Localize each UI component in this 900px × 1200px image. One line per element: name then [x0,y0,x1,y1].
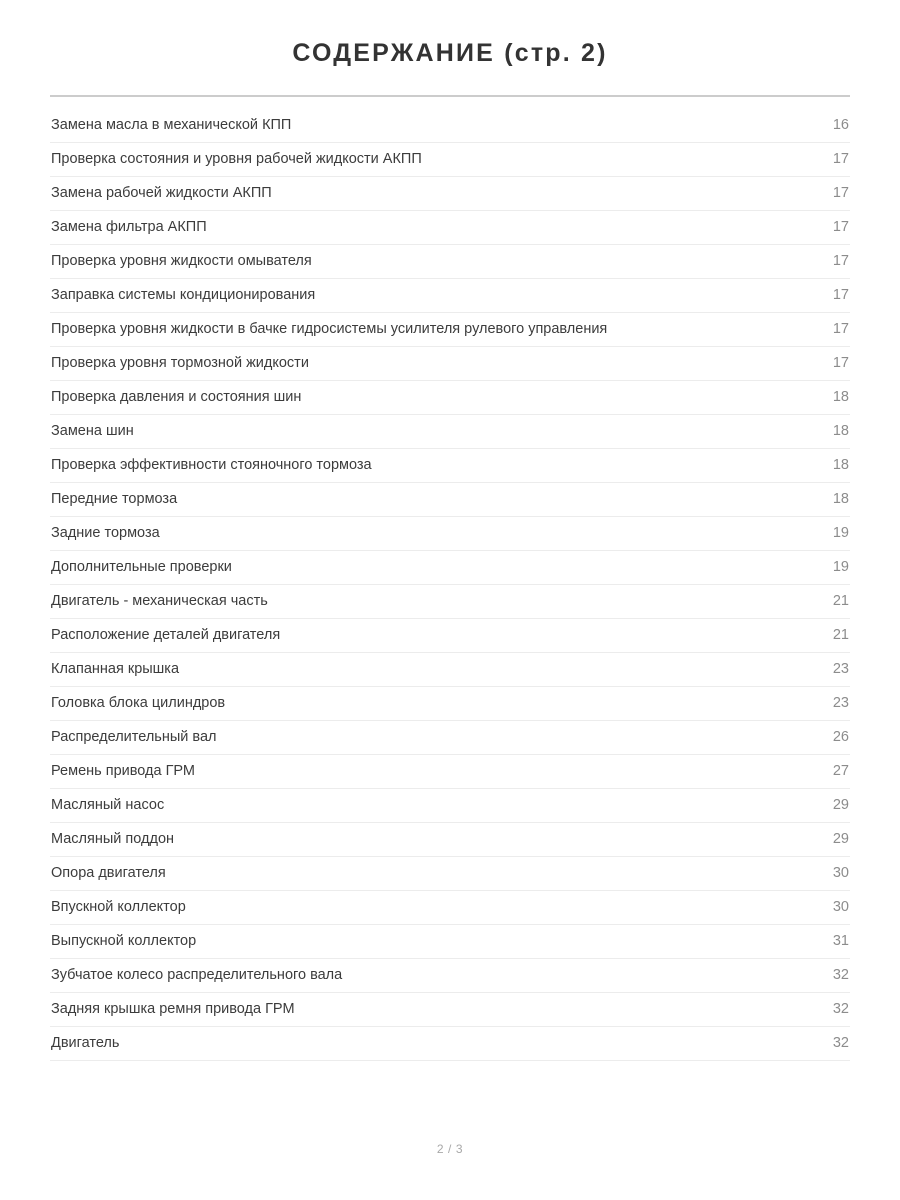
toc-entry-row[interactable] [50,108,850,142]
toc-entry-page-number: 17 [779,278,850,312]
toc-entry-title[interactable]: Опора двигателя [50,856,779,890]
toc-entry-page-number: 27 [779,754,850,788]
toc-entry-row[interactable] [50,346,850,380]
toc-entry-page-number: 18 [779,380,850,414]
toc-entry-title[interactable]: Выпускной коллектор [50,924,779,958]
toc-entry-page-number: 19 [779,550,850,584]
toc-entry-row[interactable] [50,686,850,720]
toc-body [50,108,850,1060]
toc-entry-title[interactable]: Головка блока цилиндров [50,686,779,720]
toc-entry-page-number: 18 [779,448,850,482]
toc-entry-title[interactable]: Замена рабочей жидкости АКПП [50,176,779,210]
toc-entry-title[interactable]: Проверка уровня тормозной жидкости [50,346,779,380]
toc-entry-row[interactable] [50,380,850,414]
page-number-footer: 2 / 3 [436,1142,464,1156]
toc-entry-page-number: 30 [779,890,850,924]
toc-entry-page-number: 32 [779,1026,850,1060]
toc-entry-row[interactable] [50,312,850,346]
toc-entry-title[interactable]: Клапанная крышка [50,652,779,686]
toc-entry-page-number: 17 [779,142,850,176]
toc-entry-title[interactable]: Проверка давления и состояния шин [50,380,779,414]
toc-entry-page-number: 17 [779,244,850,278]
toc-entry-title[interactable]: Распределительный вал [50,720,779,754]
toc-entry-row[interactable] [50,516,850,550]
toc-entry-page-number: 17 [779,210,850,244]
toc-entry-page-number: 23 [779,686,850,720]
toc-entry-row[interactable] [50,992,850,1026]
toc-entry-title[interactable]: Двигатель - механическая часть [50,584,779,618]
toc-entry-page-number: 17 [779,346,850,380]
table-of-contents [50,108,850,1061]
toc-entry-title[interactable]: Двигатель [50,1026,779,1060]
toc-entry-row[interactable] [50,244,850,278]
toc-entry-title[interactable]: Проверка уровня жидкости в бачке гидросистемы усилителя рулевого управления [50,312,779,346]
toc-entry-page-number: 23 [779,652,850,686]
toc-entry-title[interactable]: Ремень привода ГРМ [50,754,779,788]
toc-entry-page-number: 16 [779,108,850,142]
toc-entry-page-number: 18 [779,414,850,448]
toc-entry-row[interactable] [50,210,850,244]
toc-entry-row[interactable] [50,924,850,958]
toc-entry-title[interactable]: Замена фильтра АКПП [50,210,779,244]
toc-entry-title[interactable]: Масляный поддон [50,822,779,856]
title-divider [50,95,850,97]
page-title: СОДЕРЖАНИЕ (стр. 2) [292,39,608,67]
toc-entry-title[interactable]: Впускной коллектор [50,890,779,924]
toc-entry-title[interactable]: Замена масла в механической КПП [50,108,779,142]
toc-entry-page-number: 30 [779,856,850,890]
toc-entry-row[interactable] [50,176,850,210]
toc-entry-row[interactable] [50,788,850,822]
toc-entry-title[interactable]: Задние тормоза [50,516,779,550]
toc-entry-row[interactable] [50,856,850,890]
toc-entry-page-number: 29 [779,788,850,822]
toc-entry-title[interactable]: Масляный насос [50,788,779,822]
toc-entry-title[interactable]: Проверка эффективности стояночного тормоза [50,448,779,482]
toc-entry-title[interactable]: Проверка уровня жидкости омывателя [50,244,779,278]
toc-entry-page-number: 32 [779,992,850,1026]
toc-entry-row[interactable] [50,890,850,924]
toc-entry-title[interactable]: Заправка системы кондиционирования [50,278,779,312]
toc-entry-page-number: 29 [779,822,850,856]
toc-entry-row[interactable] [50,754,850,788]
toc-entry-title[interactable]: Зубчатое колесо распределительного вала [50,958,779,992]
toc-entry-title[interactable]: Расположение деталей двигателя [50,618,779,652]
toc-entry-row[interactable] [50,278,850,312]
toc-entry-page-number: 26 [779,720,850,754]
toc-entry-title[interactable]: Замена шин [50,414,779,448]
toc-entry-title[interactable]: Проверка состояния и уровня рабочей жидкости АКПП [50,142,779,176]
toc-entry-page-number: 17 [779,176,850,210]
toc-entry-row[interactable] [50,584,850,618]
toc-entry-page-number: 19 [779,516,850,550]
toc-entry-row[interactable] [50,822,850,856]
toc-entry-row[interactable] [50,482,850,516]
toc-entry-title[interactable]: Дополнительные проверки [50,550,779,584]
toc-entry-title[interactable]: Задняя крышка ремня привода ГРМ [50,992,779,1026]
toc-entry-page-number: 18 [779,482,850,516]
toc-entry-page-number: 21 [779,584,850,618]
toc-entry-page-number: 21 [779,618,850,652]
toc-entry-row[interactable] [50,618,850,652]
toc-entry-row[interactable] [50,720,850,754]
toc-entry-row[interactable] [50,142,850,176]
toc-entry-row[interactable] [50,448,850,482]
toc-entry-page-number: 31 [779,924,850,958]
toc-entry-row[interactable] [50,550,850,584]
toc-entry-row[interactable] [50,958,850,992]
toc-entry-title[interactable]: Передние тормоза [50,482,779,516]
toc-entry-page-number: 32 [779,958,850,992]
toc-entry-page-number: 17 [779,312,850,346]
toc-entry-row[interactable] [50,1026,850,1060]
toc-entry-row[interactable] [50,652,850,686]
toc-entry-row[interactable] [50,414,850,448]
